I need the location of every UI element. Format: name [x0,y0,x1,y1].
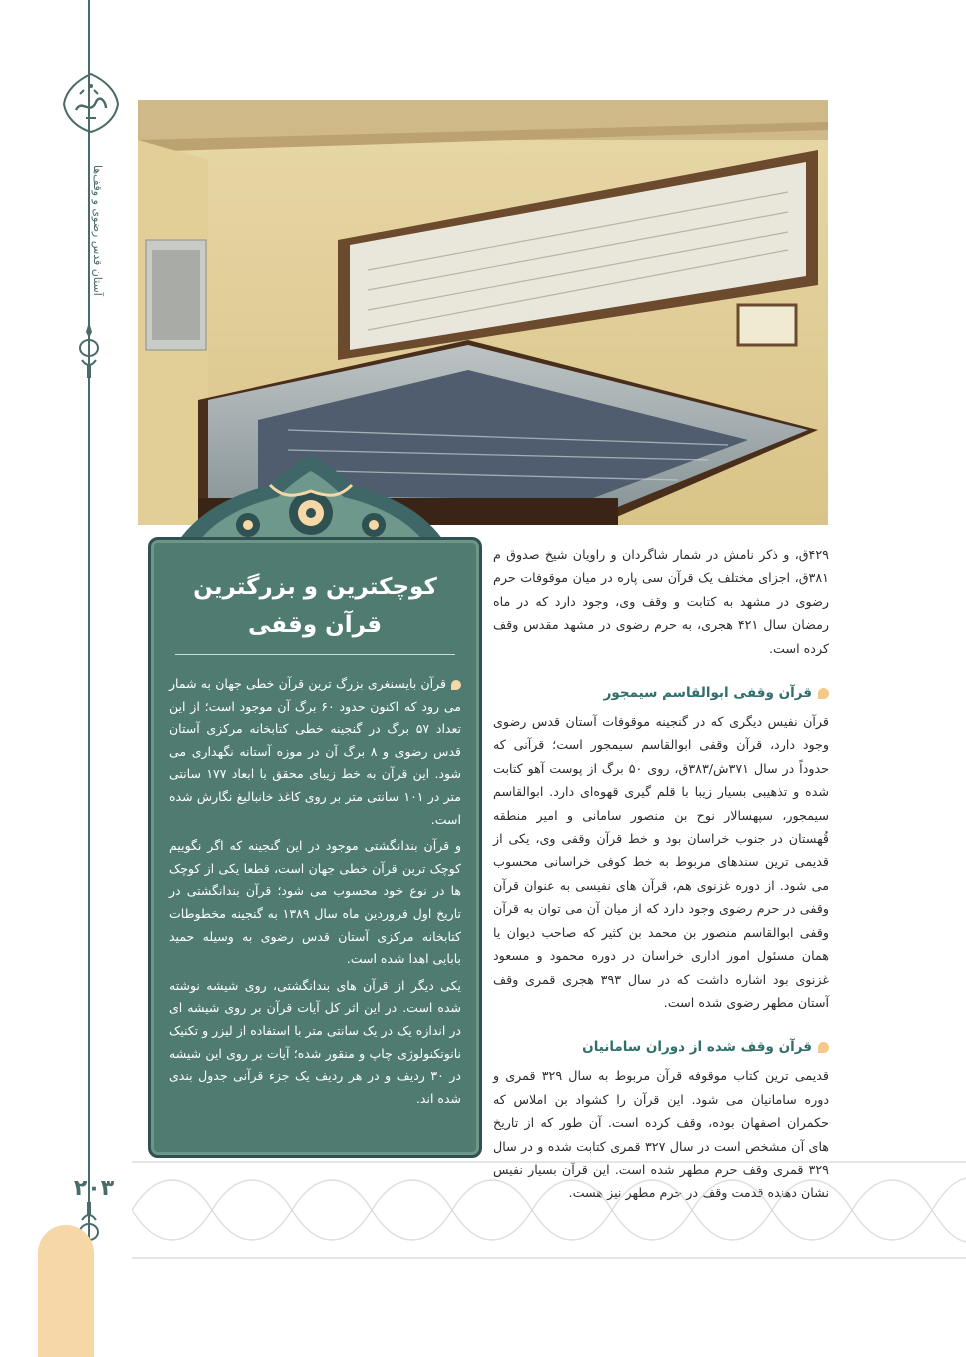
section-heading: قرآن وقف شده از دوران سامانیان [493,1036,829,1058]
calligraphy-emblem-icon [60,72,122,134]
main-column [493,543,829,1205]
section-body: قدیمی ترین کتاب موقوفه قرآن مربوط به سال ۳۲۹ قمری و دوره سامانیان می شود. این قرآن را کشواد بن املاس که حکمران اصفهان بوده، وقف کرده است. آن طور که از تاریخ های آن مشخص است در سال ۳۲۷ قمری کتابت شده و در سال ۳۲۹ قمری وقف حرم مطهر شده است. این قرآن بسیار نفیس نشان دهنده قدمت وقف در حرم مطهر نیز هست. [493,1068,829,1201]
geometric-pattern-band [132,1160,966,1260]
sidebar-paragraph: قرآن بایسنغری بزرگ ترین قرآن خطی جهان به شمار می رود که اکنون حدود ۶۰ برگ آن موجود است؛ از این تعداد ۵۷ برگ در گنجینه خطی کتابخانه مرکزی آستان قدس رضوی و ۸ برگ آن در موزه آستانه نگهداری می شود. این قرآن به خط زیبای محقق با ابعاد ۱۷۷ سانتی متر در ۱۰۱ سانتی متر بر روی کاغذ خانبالیغ نگارش شده است. [169,676,461,827]
running-head: آستان قدس رضوی و وقف‌ها [91,164,104,296]
sidebar-paragraph: و قرآن بندانگشتی موجود در این گنجینه که اگر نگوییم کوچک ترین قرآن خطی جهان است، قطعا یکی از کوچک ها در نوع خود محسوب می شود؛ قرآن بندانگشتی در تاریخ اول فروردین ماه سال ۱۳۸۹ به گنجینه مخطوطات کتابخانه مرکزی آستان قدس رضوی به وسیله حمید بابایی اهدا شده است. [169,838,461,967]
bullet-icon [818,1042,829,1053]
sidebar-box [148,537,482,1158]
bullet-icon [451,680,461,690]
intro-paragraph: ۴۲۹ق، و ذکر نامش در شمار شاگردان و راویان شیخ صدوق م ۳۸۱ق، اجزای مختلف یک قرآن سی پاره در میان موقوفات حرم رضوی در مشهد به کتابت و وقف وی، وجود دارد که در ماه رمضان سال ۴۲۱ هجری، به حرم رضوی در مشهد مقدس وقف کرده است. [493,547,829,656]
page-number: ۲۰۳ [73,1176,115,1201]
section-body: قرآن نفیس دیگری که در گنجینه موقوفات آستان قدس رضوی وجود دارد، قرآن وقفی ابوالقاسم سیمجور است؛ قرآنی که حدوداً در سال ۳۷۱ش/۳۸۳ق، روی ۵۰ برگ از پوست آهو کتابت شده و تذهیبی بسیار زیبا با قلم گیری قهوه‌ای دارد. ابوالقاسم سیمجور، سپهسالار نوح بن منصور سامانی و امیر منطقه قُهستان در جنوب خراسان بود و خط قرآن وقفی وی، یکی از قدیمی ترین سندهای مربوط به خط کوفی خراسانی محسوب می شود. از دوره غزنوی هم، قرآن های نفیسی به عنوان قرآن وقفی در حرم رضوی وجود دارد که از میان آن می توان به قرآن وقفی ابوالقاسم منصور بن محمد بن کثیر که صاحب دیوان یا همان مسئول امور اداری خراسان در دوره محمود و مسعود غزنوی بود اشاره داشت که در سال ۳۹۳ هجری قمری وقف آستان مطهر رضوی شده است. [493,714,829,1010]
sidebar-title: کوچکترین و بزرگترین قرآن وقفی [193,574,437,638]
left-margin [0,0,130,1357]
sidebar-paragraph: یکی دیگر از قرآن های بندانگشتی، روی شیشه نوشته شده است. در این اثر کل آیات قرآن بر روی شیشه ای در اندازه یک در یک سانتی متر با استفاده از لیزر و تکنیک نانوتکنولوژی چاپ و منقور شده؛ آیات بر روی این شیشه در ۳۰ ردیف و در هر ردیف یک جزء قرآنی جدول بندی شده اند. [169,977,461,1106]
sidebar-body [169,673,461,1110]
finial-ornament-icon [72,320,106,380]
sidebar-divider [175,654,455,655]
section-heading: قرآن وقفی ابوالقاسم سیمجور [493,682,829,704]
sidebar-panel [140,455,482,1160]
page-tab [38,1225,94,1357]
bullet-icon [818,688,829,699]
